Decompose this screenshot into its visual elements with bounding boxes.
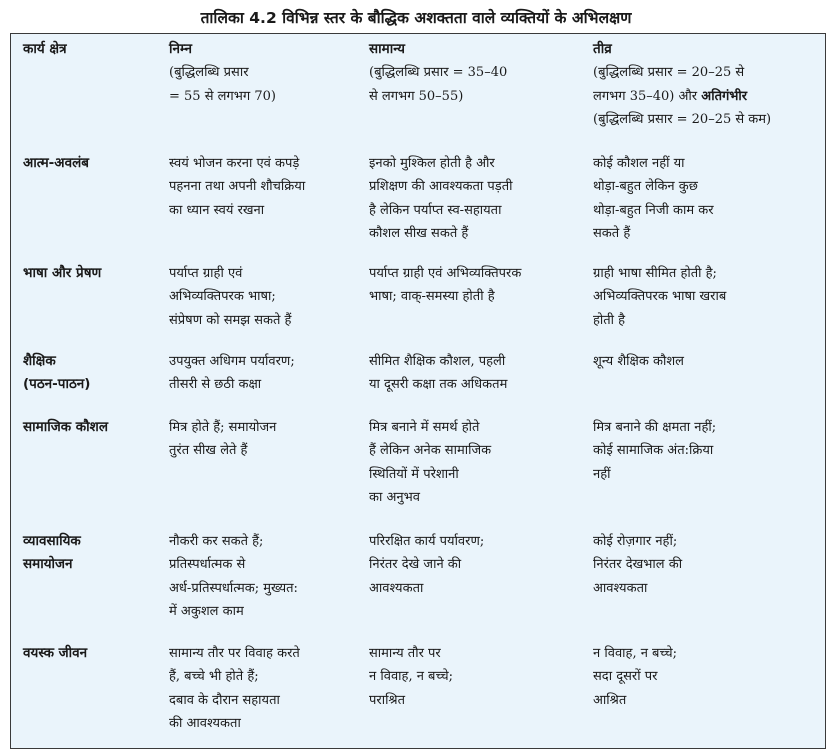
header-severe-title: तीव्र [593, 41, 612, 57]
cell-line: आवश्यकता [593, 580, 648, 596]
cell-line: अभिव्यक्तिपरक भाषा; [169, 289, 276, 305]
cell-line: प्रशिक्षण की आवश्यकता पड़ती [369, 179, 513, 195]
cell-line: का ध्यान स्वयं रखना [169, 202, 265, 218]
cell-line: मित्र बनाने में समर्थ होते [369, 420, 480, 435]
cell-line: मित्र होते हैं; समायोजन [169, 420, 277, 435]
row-severe [593, 642, 677, 712]
characteristics-table [10, 33, 826, 749]
cell-line: सकते हैं [593, 226, 631, 242]
cell-line: पहनना तथा अपनी शौचक्रिया [169, 179, 306, 195]
cell-line: पराश्रित [369, 692, 406, 708]
row-area [23, 262, 101, 285]
header-mild [169, 38, 276, 108]
cell-line: हैं, बच्चे भी होते हैं; [169, 669, 259, 685]
cell-line: ग्राही भाषा सीमित होती है; [593, 266, 717, 281]
cell-line: शून्य शैक्षिक कौशल [593, 354, 684, 369]
row-area [23, 530, 81, 577]
cell-line: आश्रित [593, 692, 627, 708]
header-profound-label: अतिगंभीर [701, 88, 748, 104]
row-moderate [369, 350, 507, 397]
row-moderate [369, 530, 484, 600]
area-label: भाषा और प्रेषण [23, 265, 102, 281]
cell-line: थोड़ा-बहुत निजी काम कर [593, 202, 714, 218]
header-severe [593, 38, 771, 132]
cell-line: सामान्य तौर पर विवाह करते [169, 646, 300, 661]
cell-line: का अनुभव [369, 490, 420, 506]
header-moderate-note: (बुद्धिलब्धि प्रसार = 35–40 [369, 65, 508, 81]
row-moderate [369, 152, 513, 246]
area-label: समायोजन [23, 556, 73, 573]
header-severe-note: (बुद्धिलब्धि प्रसार = 20–25 से कम) [593, 112, 772, 128]
row-mild [169, 642, 300, 736]
row-moderate [369, 262, 521, 309]
cell-line: तुरंत सीख लेते हैं [169, 443, 248, 459]
header-severe-note-part: लगभग 35–40) और [593, 88, 702, 104]
row-severe [593, 416, 716, 486]
cell-line: सदा दूसरों पर [593, 669, 658, 685]
row-severe [593, 350, 684, 373]
header-moderate [369, 38, 507, 108]
cell-line: अभिव्यक्तिपरक भाषा खराब [593, 289, 727, 305]
row-moderate [369, 416, 491, 510]
row-mild [169, 416, 276, 463]
row-area [23, 350, 90, 397]
cell-line: हैं लेकिन अनेक सामाजिक [369, 443, 492, 459]
cell-line: होती है [593, 312, 626, 328]
header-severe-note: (बुद्धिलब्धि प्रसार = 20–25 से [593, 65, 745, 81]
row-area [23, 642, 87, 665]
cell-line: नौकरी कर सकते हैं; [169, 534, 264, 549]
cell-line: थोड़ा-बहुत लेकिन कुछ [593, 179, 698, 195]
cell-line: परिरक्षित कार्य पर्यावरण; [369, 534, 485, 549]
cell-line: भाषा; वाक्-समस्या होती है [369, 289, 495, 305]
cell-line: दबाव के दौरान सहायता [169, 692, 280, 708]
header-mild-note: (बुद्धिलब्धि प्रसार [169, 65, 249, 81]
header-severe-note [593, 85, 771, 108]
cell-line: अर्ध-प्रतिस्पर्धात्मक; मुख्यत: [169, 580, 298, 596]
row-severe [593, 262, 726, 332]
area-label: वयस्क जीवन [23, 645, 88, 661]
cell-line: कौशल सीख सकते हैं [369, 226, 469, 242]
cell-line: स्वयं भोजन करना एवं कपड़े [169, 156, 300, 171]
area-label: सामाजिक कौशल [23, 419, 108, 435]
cell-line: संप्रेषण को समझ सकते हैं [169, 312, 292, 328]
row-area [23, 152, 89, 175]
header-moderate-title: सामान्य [369, 41, 406, 57]
cell-line: नहीं [593, 466, 611, 482]
cell-line: कोई कौशल नहीं या [593, 156, 685, 171]
cell-line: उपयुक्त अधिगम पर्यावरण; [169, 354, 295, 369]
cell-line: सामान्य तौर पर [369, 646, 441, 661]
header-mild-title: निम्न [169, 41, 193, 57]
cell-line: तीसरी से छठी कक्षा [169, 377, 262, 393]
cell-line: आवश्यकता [369, 580, 424, 596]
cell-line: पर्याप्त ग्राही एवं [169, 266, 243, 281]
cell-line: कोई सामाजिक अंत:क्रिया [593, 443, 714, 459]
cell-line: कोई रोज़गार नहीं; [593, 534, 678, 549]
header-moderate-note: से लगभग 50–55) [369, 88, 464, 104]
row-mild [169, 350, 295, 397]
header-mild-note: = 55 से लगभग 70) [169, 88, 276, 104]
cell-line: पर्याप्त ग्राही एवं अभिव्यक्तिपरक [369, 266, 522, 281]
row-severe [593, 152, 714, 246]
cell-line: निरंतर देखभाल की [593, 557, 683, 573]
cell-line: इनको मुश्किल होती है और [369, 156, 495, 171]
cell-line: या दूसरी कक्षा तक अधिकतम [369, 377, 508, 393]
cell-line: में अकुशल काम [169, 604, 244, 620]
cell-line: मित्र बनाने की क्षमता नहीं; [593, 420, 717, 435]
cell-line: न विवाह, न बच्चे; [369, 669, 454, 685]
cell-line: निरंतर देखे जाने की [369, 557, 462, 573]
row-mild [169, 262, 291, 332]
cell-line: सीमित शैक्षिक कौशल, पहली [369, 354, 506, 369]
row-mild [169, 152, 305, 222]
cell-line: प्रतिस्पर्धात्मक से [169, 557, 246, 573]
area-label: (पठन-पाठन) [23, 376, 91, 393]
cell-line: स्थितियों में परेशानी [369, 466, 459, 482]
header-area: कार्य क्षेत्र [23, 41, 67, 57]
row-area [23, 416, 108, 439]
area-label: व्यावसायिक [23, 533, 81, 549]
row-moderate [369, 642, 453, 712]
area-label: आत्म-अवलंब [23, 155, 89, 171]
cell-line: की आवश्यकता [169, 716, 241, 732]
area-label: शैक्षिक [23, 353, 56, 369]
row-mild [169, 530, 298, 624]
cell-line: है लेकिन पर्याप्त स्व-सहायता [369, 202, 502, 218]
table-caption: तालिका 4.2 विभिन्न स्तर के बौद्धिक अशक्तता वाले व्यक्तियों के अभिलक्षण [200, 9, 632, 27]
row-severe [593, 530, 682, 600]
cell-line: न विवाह, न बच्चे; [593, 646, 678, 661]
